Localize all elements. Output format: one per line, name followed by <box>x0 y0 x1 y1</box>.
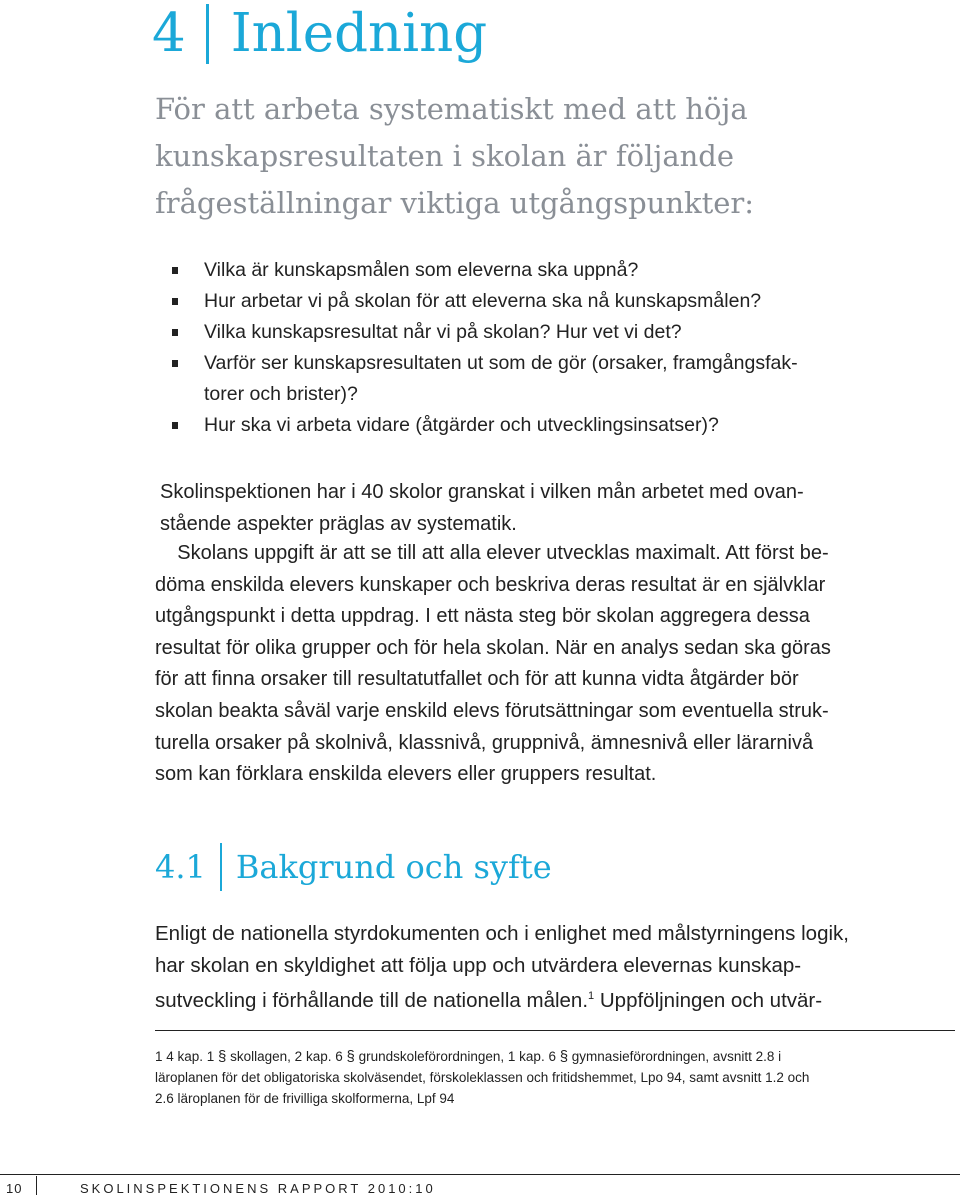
list-item-text: Varför ser kunskapsresultaten ut som de gör (orsaker, framgångsfak- <box>204 352 798 374</box>
list-item <box>172 255 798 286</box>
bullet-square-icon <box>172 360 178 367</box>
bullet-square-icon <box>172 298 178 305</box>
section-sign: § <box>218 1048 227 1065</box>
footnote-text: grundskoleförordningen, 1 kap. 6 <box>354 1049 560 1064</box>
paragraph-line: stående aspekter präglas av systematik. <box>160 513 517 535</box>
lead-paragraph <box>155 86 754 227</box>
paragraph-line: Skolans uppgift är att se till att alla elever utvecklas maximalt. Att först be- <box>155 542 829 564</box>
footer-divider <box>36 1176 37 1195</box>
section-heading <box>155 840 552 894</box>
paragraph-line: döma enskilda elevers kunskaper och beskriva deras resultat är en självklar <box>155 573 826 596</box>
paragraph-line <box>155 981 849 1017</box>
list-item <box>172 317 798 348</box>
bullet-square-icon <box>172 422 178 429</box>
paragraph-line: utgångspunkt i detta uppdrag. I ett nästa steg bör skolan aggregera dessa <box>155 605 810 628</box>
list-item-text: Vilka kunskapsresultat når vi på skolan? Hur vet vi det? <box>204 321 682 343</box>
bullet-square-icon <box>172 329 178 336</box>
paragraph-line: Skolinspektionen har i 40 skolor granskat i vilken mån arbetet med ovan- <box>160 481 804 503</box>
footnote-reference[interactable]: 1 <box>588 990 595 1002</box>
paragraph-background <box>155 918 849 1017</box>
chapter-number: 4 <box>152 3 186 64</box>
footnote-line: 2.6 läroplanen för de frivilliga skolformerna, Lpf 94 <box>155 1091 455 1106</box>
list-item-text: torer och brister)? <box>204 383 358 405</box>
lead-line: frågeställningar viktiga utgångspunkter: <box>155 186 755 220</box>
list-item-text: Hur ska vi arbeta vidare (åtgärder och utvecklingsinsatser)? <box>204 414 719 436</box>
list-item-continuation <box>172 379 798 410</box>
list-item-text: Hur arbetar vi på skolan för att eleverna ska nå kunskapsmålen? <box>204 290 762 312</box>
chapter-heading <box>152 2 487 66</box>
paragraph-line: skolan beakta såväl varje enskild elevs förutsättningar som eventuella struk- <box>155 699 829 722</box>
paragraph-text: Uppföljningen och utvär- <box>594 989 823 1012</box>
paragraph-line: resultat för olika grupper och för hela skolan. När en analys sedan ska göras <box>155 636 831 659</box>
footnote-text: skollagen, 2 kap. 6 <box>226 1049 347 1064</box>
lead-line: För att arbeta systematiskt med att höja <box>155 92 748 126</box>
paragraph-school-task <box>155 538 831 791</box>
paragraph-line: som kan förklara enskilda elevers eller gruppers resultat. <box>155 763 657 786</box>
footnote <box>155 1046 809 1109</box>
footnote-text: gymnasieförordningen, avsnitt 2.8 i <box>568 1049 782 1064</box>
paragraph-intro <box>160 476 804 540</box>
running-footer-title: SKOLINSPEKTIONENS RAPPORT 2010:10 <box>80 1181 436 1196</box>
question-list <box>172 255 798 441</box>
bullet-square-icon <box>172 267 178 274</box>
paragraph-line: turella orsaker på skolnivå, klassnivå, gruppnivå, ämnesnivå eller lärarnivå <box>155 731 814 754</box>
footnote-divider <box>155 1030 955 1031</box>
list-item-text: Vilka är kunskapsmålen som eleverna ska uppnå? <box>204 259 639 281</box>
section-number: 4.1 <box>155 848 206 886</box>
list-item <box>172 286 798 317</box>
section-sign: § <box>559 1048 569 1065</box>
footnote-line: läroplanen för det obligatoriska skolväsendet, förskoleklassen och fritidshemmet, Lpo 94, samt avsnitt 1.2 och <box>155 1070 810 1085</box>
heading-divider <box>206 4 209 64</box>
section-title: Bakgrund och syfte <box>235 848 552 886</box>
paragraph-text: sutveckling i förhållande till de nationella målen. <box>155 989 589 1012</box>
section-sign: § <box>346 1048 355 1065</box>
paragraph-line: för att finna orsaker till resultatutfallet och för att kunna vidta åtgärder bör <box>155 668 799 691</box>
list-item <box>172 348 798 379</box>
list-item <box>172 410 798 441</box>
paragraph-line: Enligt de nationella styrdokumenten och i enlighet med målstyrningens logik, <box>155 922 849 945</box>
paragraph-line: har skolan en skyldighet att följa upp och utvärdera elevernas kunskap- <box>155 953 802 977</box>
lead-line: kunskapsresultaten i skolan är följande <box>155 139 735 173</box>
footnote-line <box>155 1046 809 1067</box>
page-number: 10 <box>6 1181 23 1196</box>
chapter-title: Inledning <box>230 3 488 64</box>
heading-divider <box>220 843 222 891</box>
footnote-text: 1 4 kap. 1 <box>155 1049 219 1064</box>
page-footer-rule <box>0 1174 960 1175</box>
